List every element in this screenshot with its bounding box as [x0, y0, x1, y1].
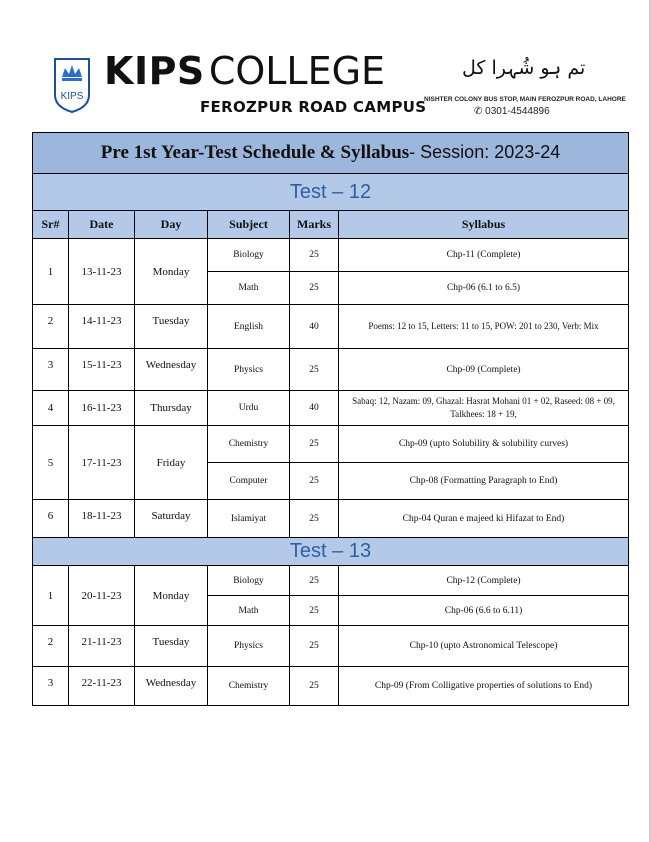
title-session: - Session: 2023-24 [409, 142, 561, 162]
syllabus-cell: Chp-09 (Complete) [339, 349, 629, 391]
marks-cell: 25 [290, 349, 339, 391]
syllabus-cell: Chp-06 (6.6 to 6.11) [339, 596, 629, 626]
marks-cell: 25 [290, 463, 339, 500]
phone-number: ✆ 0301-4544896 [474, 106, 550, 117]
brand-kips: KIPS [104, 49, 205, 93]
date-cell: 13-11-23 [69, 239, 135, 305]
subject-cell: Biology [208, 566, 290, 596]
table-row [33, 239, 629, 272]
day-cell: Tuesday [135, 626, 208, 667]
document-title [33, 133, 629, 174]
table-row [33, 626, 629, 667]
table-row [33, 566, 629, 596]
syllabus-cell: Poems: 12 to 15, Letters: 11 to 15, POW: 201 to 230, Verb: Mix [339, 305, 629, 349]
col-marks: Marks [290, 211, 339, 239]
marks-cell: 25 [290, 566, 339, 596]
subject-cell: Chemistry [208, 667, 290, 706]
marks-cell: 25 [290, 667, 339, 706]
subject-cell: Math [208, 596, 290, 626]
date-cell: 18-11-23 [69, 500, 135, 538]
title-main: Pre 1st Year-Test Schedule & Syllabus [100, 142, 410, 163]
date-cell: 15-11-23 [69, 349, 135, 391]
date-cell: 14-11-23 [69, 305, 135, 349]
test-12-header-row [33, 174, 629, 211]
letterhead [0, 0, 651, 130]
col-date: Date [69, 211, 135, 239]
day-cell: Friday [135, 426, 208, 500]
table-row [33, 305, 629, 349]
sr-cell: 2 [33, 626, 69, 667]
sr-cell: 5 [33, 426, 69, 500]
marks-cell: 25 [290, 426, 339, 463]
test-13-header-row [33, 538, 629, 566]
table-row [33, 349, 629, 391]
syllabus-cell: Sabaq: 12, Nazam: 09, Ghazal: Hasrat Mohani 01 + 02, Raseed: 08 + 09, Talkhees: 18 + 19, [339, 391, 629, 426]
sr-cell: 2 [33, 305, 69, 349]
day-cell: Wednesday [135, 667, 208, 706]
table-row [33, 500, 629, 538]
col-sr: Sr# [33, 211, 69, 239]
subject-cell: Islamiyat [208, 500, 290, 538]
subject-cell: Physics [208, 349, 290, 391]
subject-cell: Math [208, 272, 290, 305]
col-day: Day [135, 211, 208, 239]
sr-cell: 3 [33, 349, 69, 391]
syllabus-cell: Chp-09 (From Colligative properties of solutions to End) [339, 667, 629, 706]
marks-cell: 25 [290, 596, 339, 626]
marks-cell: 25 [290, 626, 339, 667]
date-cell: 20-11-23 [69, 566, 135, 626]
campus-name: FEROZPUR ROAD CAMPUS [200, 98, 427, 116]
logo-text: KIPS [60, 91, 84, 102]
sr-cell: 1 [33, 566, 69, 626]
syllabus-cell: Chp-04 Quran e majeed ki Hifazat to End) [339, 500, 629, 538]
test-12-label: Test – 12 [33, 174, 629, 211]
marks-cell: 40 [290, 391, 339, 426]
day-cell: Saturday [135, 500, 208, 538]
sr-cell: 6 [33, 500, 69, 538]
col-syllabus: Syllabus [339, 211, 629, 239]
marks-cell: 25 [290, 239, 339, 272]
sr-cell: 1 [33, 239, 69, 305]
syllabus-cell: Chp-06 (6.1 to 6.5) [339, 272, 629, 305]
marks-cell: 25 [290, 500, 339, 538]
sr-cell: 4 [33, 391, 69, 426]
subject-cell: Computer [208, 463, 290, 500]
syllabus-cell: Chp-08 (Formatting Paragraph to End) [339, 463, 629, 500]
subject-cell: Urdu [208, 391, 290, 426]
column-header-row [33, 211, 629, 239]
date-cell: 17-11-23 [69, 426, 135, 500]
col-subject: Subject [208, 211, 290, 239]
subject-cell: Biology [208, 239, 290, 272]
day-cell: Monday [135, 566, 208, 626]
schedule-table [32, 132, 629, 706]
date-cell: 16-11-23 [69, 391, 135, 426]
day-cell: Monday [135, 239, 208, 305]
table-row [33, 667, 629, 706]
table-row [33, 391, 629, 426]
subject-cell: Chemistry [208, 426, 290, 463]
marks-cell: 40 [290, 305, 339, 349]
date-cell: 21-11-23 [69, 626, 135, 667]
urdu-tagline: تم ہو شُہرا کل [462, 57, 586, 79]
day-cell: Wednesday [135, 349, 208, 391]
sr-cell: 3 [33, 667, 69, 706]
title-row [33, 133, 629, 174]
brand-college: COLLEGE [208, 49, 386, 93]
syllabus-cell: Chp-12 (Complete) [339, 566, 629, 596]
campus-address: NISHTER COLONY BUS STOP, MAIN FEROZPUR ROAD, LAHORE [424, 96, 626, 103]
kips-crown-shield-logo [53, 57, 91, 113]
subject-cell: Physics [208, 626, 290, 667]
marks-cell: 25 [290, 272, 339, 305]
day-cell: Tuesday [135, 305, 208, 349]
subject-cell: English [208, 305, 290, 349]
college-brand [104, 49, 386, 93]
syllabus-cell: Chp-09 (upto Solubility & solubility curves) [339, 426, 629, 463]
day-cell: Thursday [135, 391, 208, 426]
syllabus-cell: Chp-10 (upto Astronomical Telescope) [339, 626, 629, 667]
table-row [33, 426, 629, 463]
test-13-label: Test – 13 [33, 538, 629, 566]
syllabus-cell: Chp-11 (Complete) [339, 239, 629, 272]
date-cell: 22-11-23 [69, 667, 135, 706]
